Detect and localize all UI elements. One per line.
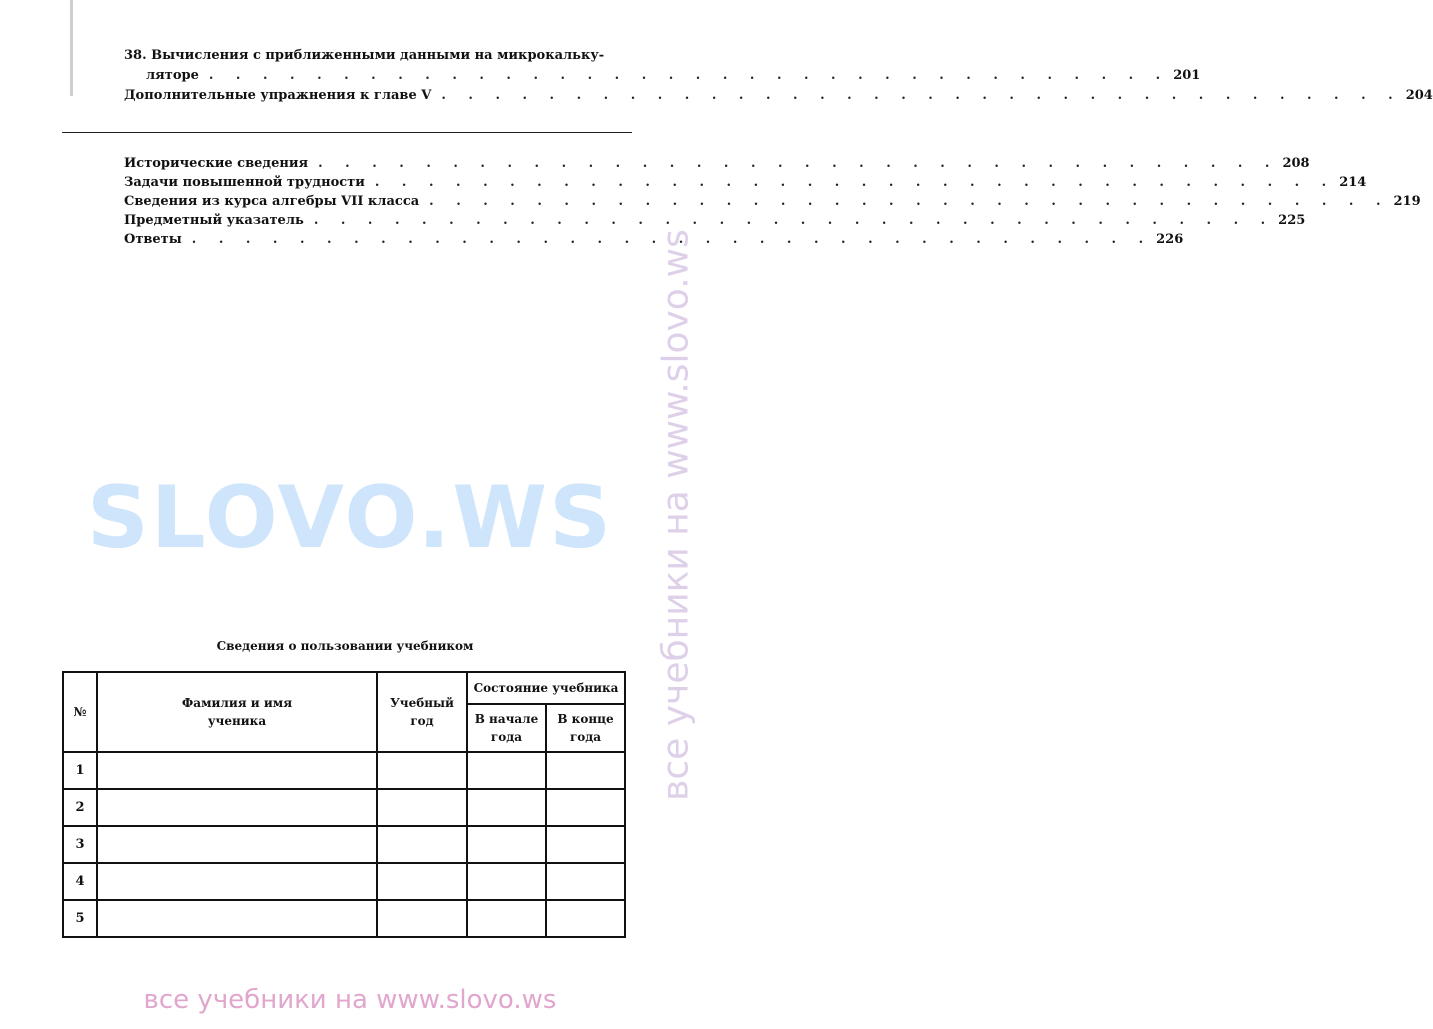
cell-name xyxy=(97,752,377,789)
toc-entry-extra-exercises xyxy=(124,88,1433,107)
toc-entry-title: ляторе xyxy=(146,68,199,83)
cell-name xyxy=(97,900,377,937)
toc-entry xyxy=(124,175,1367,194)
toc-leader-dots: . . . . . . . . . . . . . . . . . . . . . . . . . . . . . . . . . . . . xyxy=(313,213,1275,228)
header-year-text: Учебный год xyxy=(390,696,454,728)
toc-leader-dots: . . . . . . . . . . . . . . . . . . . . . . . . . . . . . . . . . . . . xyxy=(374,175,1336,190)
cell-name xyxy=(97,826,377,863)
cell-end xyxy=(546,863,625,900)
row-number: 4 xyxy=(63,863,97,900)
usage-table-title: Сведения о пользовании учебником xyxy=(216,639,474,653)
table-header-row xyxy=(63,672,625,704)
toc-leader-dots: . . . . . . . . . . . . . . . . . . . . . . . . . . . . . . . . . . . . xyxy=(208,68,1170,83)
cell-end xyxy=(546,752,625,789)
toc-leader-dots: . . . . . . . . . . . . . . . . . . . . . . . . . . . . . . . . . . . . xyxy=(429,194,1390,209)
cell-start xyxy=(467,826,546,863)
header-start xyxy=(467,704,546,752)
table-row xyxy=(63,826,625,863)
header-end xyxy=(546,704,625,752)
table-row xyxy=(63,789,625,826)
cell-end xyxy=(546,826,625,863)
toc-entry-title: Сведения из курса алгебры VII класса xyxy=(124,194,420,209)
toc-page-number: 226 xyxy=(1156,232,1184,247)
cell-name xyxy=(97,863,377,900)
watermark-bottom: все учебники на www.slovo.ws xyxy=(143,985,557,1015)
header-number xyxy=(63,672,97,752)
header-end-text: В конце года xyxy=(557,712,614,744)
table-row xyxy=(63,863,625,900)
header-name xyxy=(97,672,377,752)
toc-page-number: 214 xyxy=(1339,175,1367,190)
toc-entry xyxy=(124,156,1310,175)
toc-page-number: 225 xyxy=(1278,213,1306,228)
header-start-text: В начале года xyxy=(474,712,539,744)
toc-entry-title: 38. Вычисления с приближенными данными на микрокальку- xyxy=(124,48,605,63)
toc-entry-title: Задачи повышенной трудности xyxy=(124,175,365,190)
cell-year xyxy=(377,900,467,937)
section-divider xyxy=(62,132,632,133)
watermark-side: все учебники на www.slovo.ws xyxy=(655,229,697,801)
toc-entry-title: Ответы xyxy=(124,232,182,247)
cell-year xyxy=(377,789,467,826)
toc-page-number: 219 xyxy=(1393,194,1421,209)
toc-entry-38-line1 xyxy=(124,48,622,67)
cell-year xyxy=(377,826,467,863)
cell-start xyxy=(467,863,546,900)
cell-start xyxy=(467,900,546,937)
table-row xyxy=(63,900,625,937)
row-number: 2 xyxy=(63,789,97,826)
cell-start xyxy=(467,752,546,789)
toc-entry-title: Предметный указатель xyxy=(124,213,304,228)
header-condition xyxy=(467,672,625,704)
header-condition-text: Состояние учебника xyxy=(473,681,619,695)
toc-page-number: 204 xyxy=(1405,88,1433,103)
table-row xyxy=(63,752,625,789)
cell-year xyxy=(377,752,467,789)
toc-leader-dots: . . . . . . . . . . . . . . . . . . . . . . . . . . . . . . . . . . . . xyxy=(318,156,1279,171)
toc-entry-title: Исторические сведения xyxy=(124,156,309,171)
toc-entry xyxy=(124,194,1421,213)
watermark-center: SLOVO.WS xyxy=(86,468,614,568)
cell-end xyxy=(546,789,625,826)
cell-name xyxy=(97,789,377,826)
toc-page-number: 201 xyxy=(1173,68,1201,83)
toc-page-number: 208 xyxy=(1282,156,1310,171)
cell-year xyxy=(377,863,467,900)
header-year xyxy=(377,672,467,752)
usage-table xyxy=(62,671,626,938)
cell-end xyxy=(546,900,625,937)
row-number: 1 xyxy=(63,752,97,789)
toc-entry-title: Дополнительные упражнения к главе V xyxy=(124,88,432,103)
toc-leader-dots: . . . . . . . . . . . . . . . . . . . . . . . . . . . . . . . . . . . . xyxy=(191,232,1153,247)
row-number: 3 xyxy=(63,826,97,863)
header-number-text: № xyxy=(73,705,87,719)
toc-leader-dots: . . . . . . . . . . . . . . . . . . . . . . . . . . . . . . . . . . . . xyxy=(441,88,1402,103)
toc-entry xyxy=(124,232,1184,251)
toc-entry xyxy=(124,213,1306,232)
row-number: 5 xyxy=(63,900,97,937)
toc-entry-38-line2 xyxy=(146,68,1201,87)
left-margin-bar xyxy=(70,0,73,96)
cell-start xyxy=(467,789,546,826)
header-name-text: Фамилия и имя ученика xyxy=(181,696,293,728)
